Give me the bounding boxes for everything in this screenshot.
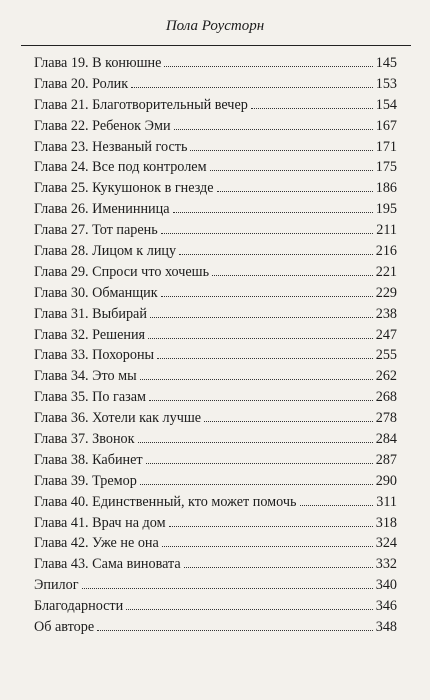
toc-entry-page-number: 175 (375, 159, 397, 176)
toc-entry-page-number: 255 (375, 347, 397, 364)
dot-leader (140, 379, 373, 380)
dot-leader (161, 233, 373, 234)
toc-entry-title: Глава 25. Кукушонок в гнезде (34, 180, 214, 197)
toc-entry (34, 554, 397, 575)
dot-leader (148, 338, 373, 339)
toc-entry-title: Глава 21. Благотворительный вечер (34, 96, 248, 113)
toc-entry (34, 387, 397, 408)
toc-entry-title: Глава 20. Ролик (34, 75, 129, 92)
toc-entry-title: Глава 41. Врач на дом (34, 514, 166, 531)
dot-leader (149, 400, 373, 401)
toc-entry-title: Глава 31. Выбирай (34, 305, 147, 322)
toc-entry-title: Об авторе (34, 619, 95, 636)
toc-entry-title: Глава 37. Звонок (34, 431, 135, 448)
header-rule (21, 45, 411, 46)
dot-leader (138, 442, 373, 443)
toc-entry-title: Глава 42. Уже не она (34, 535, 159, 552)
dot-leader (131, 87, 373, 88)
toc-entry-page-number: 346 (375, 598, 397, 615)
dot-leader (150, 317, 373, 318)
dot-leader (174, 129, 373, 130)
toc-entry (34, 596, 397, 617)
toc-entry-page-number: 318 (375, 514, 397, 531)
toc-entry-page-number: 262 (375, 368, 397, 385)
toc-entry (34, 304, 397, 325)
dot-leader (217, 191, 373, 192)
dot-leader (126, 609, 372, 610)
toc-entry-page-number: 311 (376, 493, 397, 510)
toc-entry-page-number: 278 (375, 410, 397, 427)
running-header: Пола Роусторн (165, 18, 265, 34)
toc-entry-page-number: 145 (375, 55, 397, 71)
toc-entry (34, 116, 397, 137)
toc-entry-title: Благодарности (34, 598, 124, 615)
dot-leader (173, 212, 373, 213)
toc-entry (34, 137, 397, 158)
dot-leader (169, 526, 373, 527)
toc-entry-title: Глава 30. Обманщик (34, 284, 158, 301)
toc-entry (34, 366, 397, 387)
dot-leader (190, 150, 372, 151)
toc-entry (34, 492, 397, 513)
toc-entry (34, 283, 397, 304)
dot-leader (179, 254, 373, 255)
toc-entry (34, 533, 397, 554)
dot-leader (140, 484, 373, 485)
dot-leader (184, 567, 373, 568)
toc-entry-page-number: 324 (375, 535, 397, 552)
toc-entry (34, 345, 397, 366)
dot-leader (210, 170, 373, 171)
toc-entry-page-number: 195 (375, 201, 397, 218)
toc-entry-page-number: 229 (375, 284, 397, 301)
toc-entry-page-number: 247 (375, 326, 397, 343)
dot-leader (162, 546, 373, 547)
toc-entry-title: Глава 29. Спроси что хочешь (34, 263, 210, 280)
toc-entry (34, 199, 397, 220)
toc-entry-page-number: 153 (375, 75, 397, 92)
toc-entry-page-number: 154 (375, 96, 397, 113)
toc-entry-page-number: 238 (375, 305, 397, 322)
toc-entry-page-number: 332 (375, 556, 397, 573)
toc-entry-title: Глава 19. В конюшне (34, 55, 162, 71)
toc-entry-title: Глава 26. Именинница (34, 201, 170, 218)
toc-entry-title: Глава 39. Тремор (34, 472, 137, 489)
toc-entry (34, 74, 397, 95)
toc-entry-page-number: 186 (375, 180, 397, 197)
toc-entry-title: Глава 22. Ребенок Эми (34, 117, 171, 134)
toc-entry-page-number: 211 (376, 222, 397, 239)
toc-entry (34, 262, 397, 283)
dot-leader (212, 275, 373, 276)
toc-entry-title: Глава 23. Незваный гость (34, 138, 188, 155)
dot-leader (204, 421, 373, 422)
toc-entry-title: Глава 32. Решения (34, 326, 146, 343)
toc-entry-page-number: 287 (375, 451, 397, 468)
toc-entry (34, 429, 397, 450)
toc-entry (34, 450, 397, 471)
toc-entry-title: Глава 38. Кабинет (34, 451, 143, 468)
toc-entry-title: Эпилог (34, 577, 79, 594)
toc-entry-title: Глава 35. По газам (34, 389, 147, 406)
toc-entry (34, 408, 397, 429)
toc-entry-page-number: 340 (375, 577, 397, 594)
toc-entry-title: Глава 36. Хотели как лучше (34, 410, 202, 427)
toc-entry (34, 325, 397, 346)
toc-entry-title: Глава 43. Сама виновата (34, 556, 181, 573)
toc-entry (34, 513, 397, 534)
toc-entry-page-number: 221 (375, 263, 397, 280)
dot-leader (161, 296, 373, 297)
toc-entry-page-number: 167 (375, 117, 397, 134)
toc-entry-page-number: 216 (375, 243, 397, 260)
dot-leader (300, 505, 374, 506)
toc-entry (34, 575, 397, 596)
toc-entry-title: Глава 40. Единственный, кто может помочь (34, 493, 297, 510)
toc-entry-page-number: 290 (375, 472, 397, 489)
toc-entry (34, 53, 397, 74)
dot-leader (157, 358, 373, 359)
table-of-contents (34, 53, 397, 638)
dot-leader (164, 66, 372, 67)
toc-entry-page-number: 268 (375, 389, 397, 406)
dot-leader (82, 588, 373, 589)
dot-leader (146, 463, 373, 464)
dot-leader (251, 108, 373, 109)
toc-entry (34, 157, 397, 178)
toc-entry-title: Глава 34. Это мы (34, 368, 137, 385)
toc-entry (34, 241, 397, 262)
toc-entry-title: Глава 24. Все под контролем (34, 159, 207, 176)
toc-entry-page-number: 284 (375, 431, 397, 448)
toc-entry (34, 471, 397, 492)
toc-entry-title: Глава 28. Лицом к лицу (34, 243, 177, 260)
toc-entry-title: Глава 27. Тот парень (34, 222, 158, 239)
toc-entry-title: Глава 33. Похороны (34, 347, 155, 364)
toc-entry (34, 220, 397, 241)
toc-entry (34, 617, 397, 638)
toc-entry-page-number: 171 (375, 138, 397, 155)
dot-leader (97, 630, 373, 631)
toc-entry (34, 95, 397, 116)
toc-entry-page-number: 348 (375, 619, 397, 636)
toc-entry (34, 178, 397, 199)
